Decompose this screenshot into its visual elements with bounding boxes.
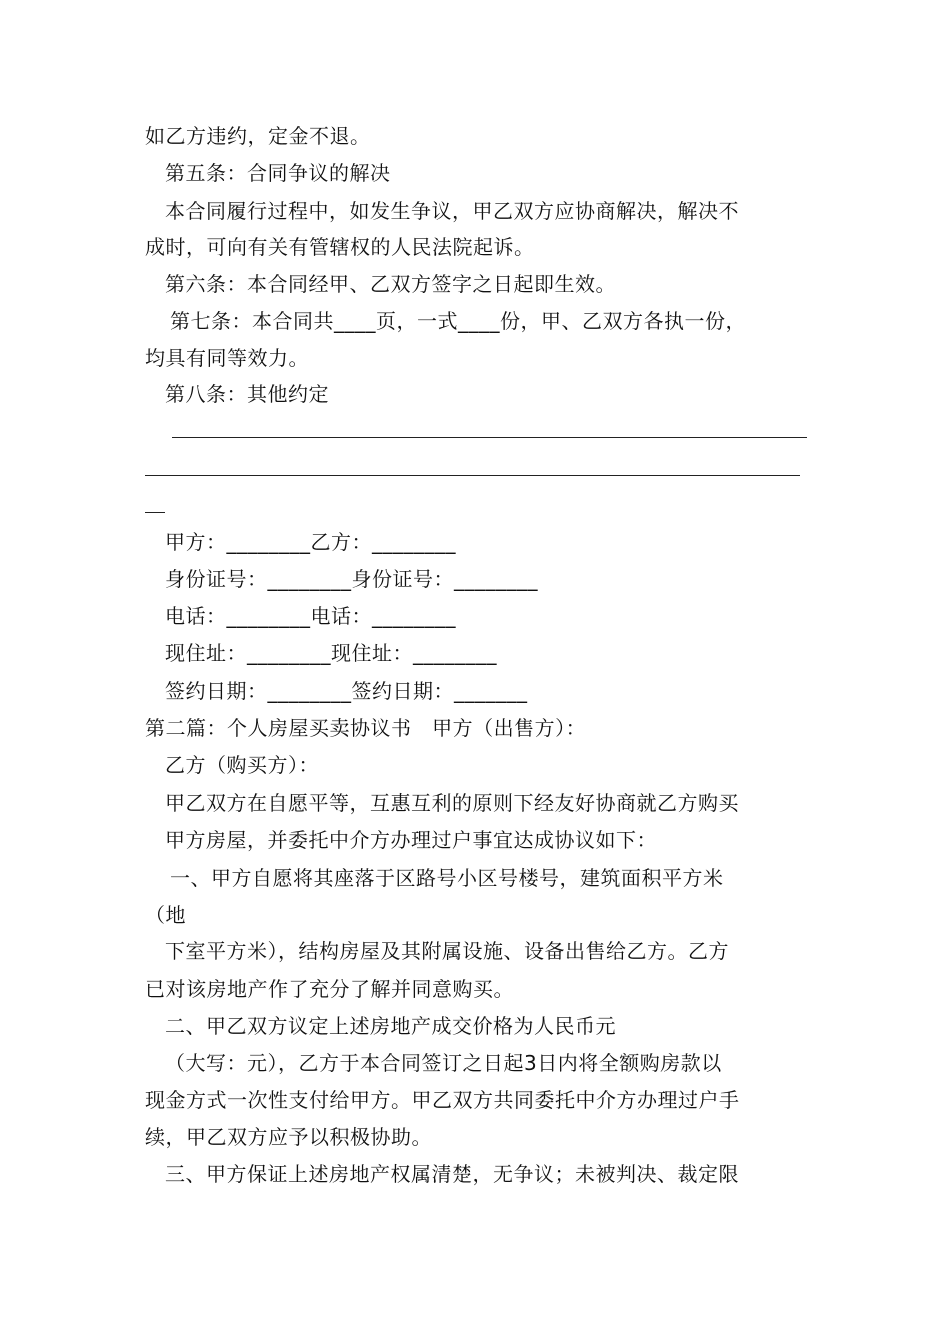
text-line: 现金方式一次性支付给甲方。甲乙双方共同委托中介方办理过户手 (145, 1088, 740, 1112)
blank-line (172, 437, 807, 438)
text-line: 甲乙双方在自愿平等，互惠互利的原则下经友好协商就乙方购买 (165, 791, 739, 815)
blank-line (145, 512, 165, 513)
text-line: 已对该房地产作了充分了解并同意购买。 (145, 977, 514, 1001)
article-heading: 第五条：合同争议的解决 (165, 161, 391, 185)
signature-field: 电话：________电话：________ (165, 604, 456, 628)
text-line: （大写：元），乙方于本合同签订之日起3日内将全额购房款以 (165, 1051, 722, 1075)
text-line: 乙方（购买方）： (165, 753, 319, 777)
clause-line: 二、甲乙双方议定上述房地产成交价格为人民币元 (165, 1014, 616, 1038)
text-line: （地 (145, 903, 186, 927)
clause-line: 一、甲方自愿将其座落于区路号小区号楼号，建筑面积平方米 (170, 866, 724, 890)
text-line: 成时，可向有关有管辖权的人民法院起诉。 (145, 235, 535, 259)
signature-field: 甲方：________乙方：________ (165, 530, 456, 554)
article-heading: 第七条：本合同共____页，一式____份，甲、乙双方各执一份， (170, 309, 746, 333)
article-heading: 第六条：本合同经甲、乙双方签字之日起即生效。 (165, 272, 616, 296)
article-heading: 第八条：其他约定 (165, 382, 329, 406)
section-title: 第二篇：个人房屋买卖协议书 甲方（出售方）： (145, 716, 587, 740)
text-line: 续，甲乙双方应予以积极协助。 (145, 1125, 432, 1149)
text-line: 本合同履行过程中，如发生争议，甲乙双方应协商解决，解决不 (165, 199, 739, 223)
signature-field: 身份证号：________身份证号：________ (165, 567, 538, 591)
text-line: 甲方房屋，并委托中介方办理过户事宜达成协议如下： (165, 828, 657, 852)
signature-field: 签约日期：________签约日期：_______ (165, 679, 528, 703)
text-line: 如乙方违约，定金不退。 (145, 124, 371, 148)
text-line: 均具有同等效力。 (145, 346, 309, 370)
blank-line (145, 475, 800, 476)
text-line: 下室平方米），结构房屋及其附属设施、设备出售给乙方。乙方 (165, 939, 729, 963)
clause-line: 三、甲方保证上述房地产权属清楚，无争议；未被判决、裁定限 (165, 1162, 739, 1186)
signature-field: 现住址：________现住址：________ (165, 641, 497, 665)
